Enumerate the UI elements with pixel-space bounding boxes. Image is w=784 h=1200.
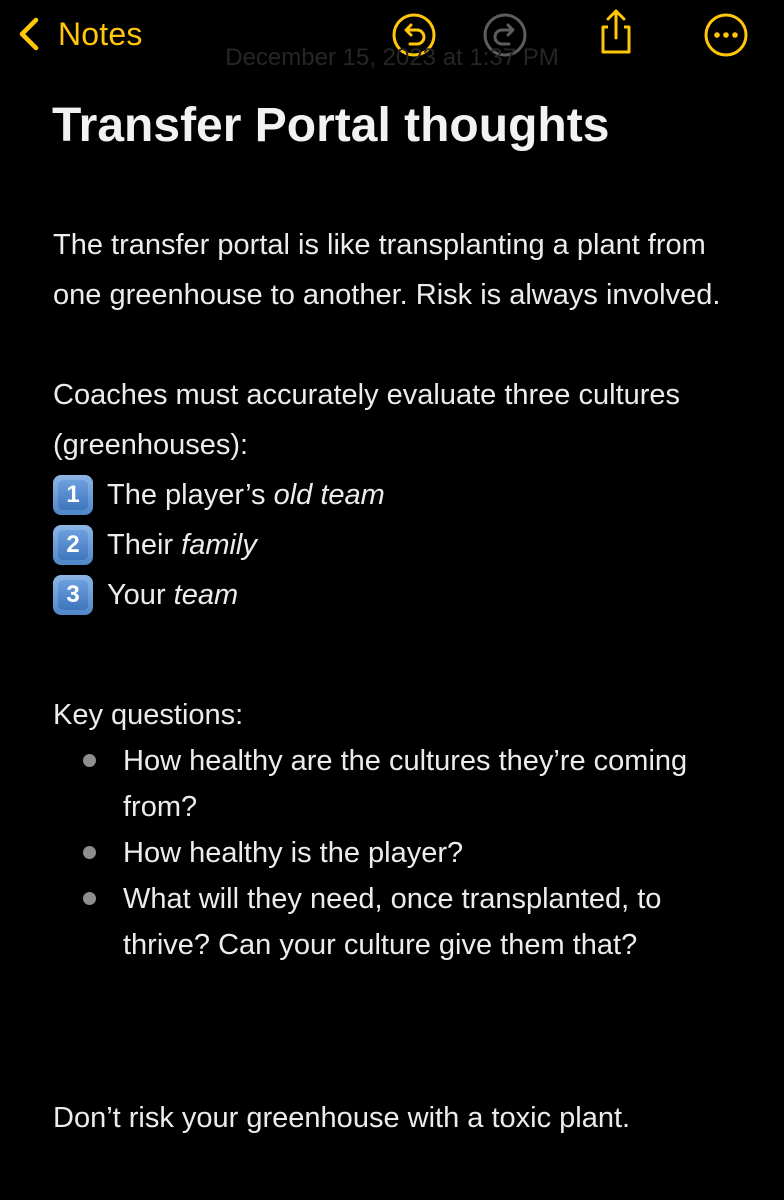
blank-line: [53, 620, 753, 692]
intro-paragraph: The transfer portal is like transplanting a plant from one greenhouse to another. Risk is always involved.: [53, 229, 721, 311]
list-item: How healthy are the cultures they’re coming from?: [53, 738, 753, 830]
questions-list: [53, 738, 753, 968]
bullet-icon: [83, 846, 96, 859]
note-date: December 15, 2023 at 1:37 PM: [225, 44, 559, 71]
bullet-icon: [83, 754, 96, 767]
questions-heading: Key questions:: [53, 699, 244, 731]
blank-line: [53, 320, 753, 370]
numbered-item: [53, 520, 753, 570]
numbered-item-emphasis: old team: [273, 479, 385, 511]
numbered-item-text: Your: [107, 579, 174, 611]
list-item: How healthy is the player?: [53, 830, 753, 876]
numbered-item: [53, 470, 753, 520]
numbered-item-text: The player’s: [107, 479, 274, 511]
closing-paragraph[interactable]: Don’t risk your greenhouse with a toxic plant.: [53, 1102, 631, 1134]
keycap-three-icon: 3: [53, 575, 93, 615]
coaches-paragraph: Coaches must accurately evaluate three cultures (greenhouses):: [53, 379, 681, 461]
keycap-one-icon: 1: [53, 475, 93, 515]
numbered-item-emphasis: family: [181, 529, 257, 561]
bullet-icon: [83, 892, 96, 905]
note-body[interactable]: [53, 220, 753, 968]
note-title[interactable]: Transfer Portal thoughts: [52, 99, 610, 152]
numbered-item: [53, 570, 753, 620]
numbered-item-emphasis: team: [173, 579, 239, 611]
numbered-item-text: Their: [107, 529, 182, 561]
keycap-two-icon: 2: [53, 525, 93, 565]
back-label: Notes: [58, 15, 143, 52]
list-item: What will they need, once transplanted, to thrive? Can your culture give them that?: [53, 876, 753, 968]
